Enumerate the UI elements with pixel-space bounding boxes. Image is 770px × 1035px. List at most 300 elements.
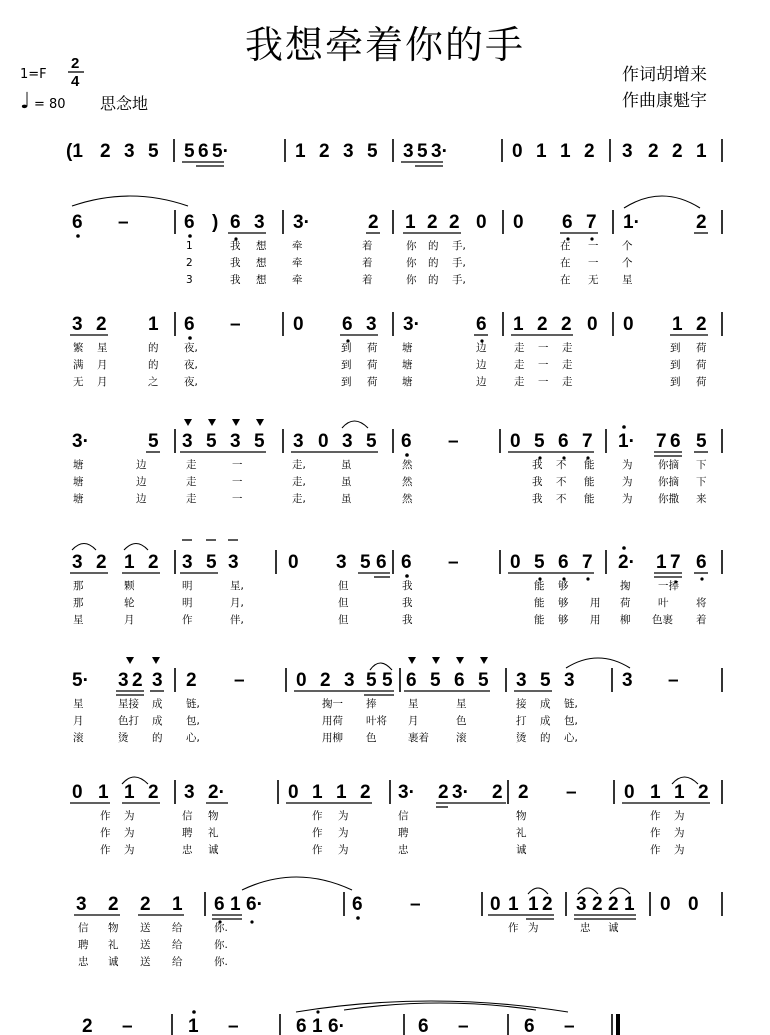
lyric: 夜, bbox=[184, 342, 198, 354]
lyrics-verse-1 bbox=[73, 341, 707, 354]
note: 2 bbox=[561, 314, 572, 335]
accent-mark bbox=[208, 419, 216, 426]
note: 2 bbox=[438, 782, 449, 803]
lyric: 到 bbox=[341, 342, 352, 354]
note: 3 bbox=[366, 314, 377, 335]
note: 6 bbox=[401, 431, 412, 452]
quarter-note-icon: ♩ bbox=[20, 89, 31, 114]
lyric: 的 bbox=[540, 732, 551, 744]
lyric: 虽 bbox=[341, 459, 352, 471]
lyrics-verse-1 bbox=[73, 579, 679, 592]
lyric: 伴, bbox=[230, 614, 244, 626]
note: 1 bbox=[560, 141, 571, 162]
note: 0 bbox=[296, 670, 307, 691]
note: 1 bbox=[405, 212, 416, 233]
high-octave-dot bbox=[192, 1010, 196, 1014]
lyric: 作 bbox=[650, 827, 661, 839]
lyric: 星 bbox=[408, 698, 419, 710]
paren: ) bbox=[212, 212, 219, 233]
dash: – bbox=[458, 1016, 469, 1035]
lyric: 月 bbox=[73, 715, 84, 727]
note: 3 bbox=[230, 431, 241, 452]
lyric: 一 bbox=[538, 342, 549, 354]
note: 2 bbox=[82, 1016, 93, 1035]
lyric: 掬 bbox=[620, 580, 631, 592]
lyric: 在 bbox=[560, 257, 571, 269]
lyric: 星接 bbox=[118, 698, 139, 710]
note: 2 bbox=[584, 141, 595, 162]
lyric: 荷 bbox=[367, 376, 378, 388]
lyric: 不 bbox=[556, 459, 567, 471]
lyric: 链, bbox=[564, 698, 578, 710]
note: 2 bbox=[696, 212, 707, 233]
slur bbox=[124, 544, 148, 551]
note: 1 bbox=[513, 314, 524, 335]
lyric: 作 bbox=[650, 844, 661, 856]
lyrics-verse-1 bbox=[73, 458, 707, 471]
note: 5· bbox=[212, 141, 229, 162]
lyric: 星 bbox=[97, 342, 108, 354]
lyrics-verse-2 bbox=[100, 826, 685, 839]
lyrics-verse-3 bbox=[73, 731, 578, 744]
lyric: 为 bbox=[528, 922, 539, 934]
lyric: 心, bbox=[564, 732, 578, 744]
note: 5 bbox=[148, 141, 159, 162]
lyric: 送 bbox=[140, 956, 151, 968]
note: 2 bbox=[696, 314, 707, 335]
lyric: 烫 bbox=[118, 732, 129, 744]
note: 5 bbox=[534, 552, 545, 573]
note: 2 bbox=[449, 212, 460, 233]
lyric: 塘 bbox=[73, 476, 84, 488]
note: 5 bbox=[148, 431, 159, 452]
lyric: 来 bbox=[696, 493, 707, 505]
lyric: 色 bbox=[366, 732, 377, 744]
note: 3 bbox=[72, 552, 83, 573]
note: 2 bbox=[648, 141, 659, 162]
lyric: 边 bbox=[476, 342, 487, 354]
note: 2 bbox=[698, 782, 709, 803]
note: 2 bbox=[100, 141, 111, 162]
system-9 bbox=[82, 1001, 618, 1035]
composer-credit: 作曲康魁宇 bbox=[622, 91, 707, 111]
lyric: 我 bbox=[402, 580, 413, 592]
note: 6 bbox=[352, 894, 363, 915]
lyric: 塘 bbox=[402, 376, 413, 388]
lyric: 够 bbox=[558, 580, 569, 592]
song-title: 我想牵着你的手 bbox=[244, 23, 526, 67]
lyric: 礼 bbox=[108, 939, 119, 951]
lyric: 诚 bbox=[516, 844, 527, 856]
note: 6 bbox=[558, 431, 569, 452]
note: 3 bbox=[152, 670, 163, 691]
lyric: 给 bbox=[172, 939, 183, 951]
lyric: 信 bbox=[398, 810, 409, 822]
note: 3 bbox=[622, 141, 633, 162]
lyric: 为 bbox=[622, 493, 633, 505]
lyric: 边 bbox=[476, 359, 487, 371]
lyric: 我 bbox=[402, 614, 413, 626]
note: 7 bbox=[670, 552, 681, 573]
lyrics-verse-3 bbox=[100, 843, 685, 856]
note: 2 bbox=[427, 212, 438, 233]
lyric: 荷 bbox=[696, 376, 707, 388]
lyric: 想 bbox=[256, 257, 267, 269]
note: 6 bbox=[198, 141, 209, 162]
tie bbox=[624, 196, 700, 208]
lyric: 色打 bbox=[118, 715, 139, 727]
lyric: 掬一 bbox=[322, 698, 343, 710]
note: 1 bbox=[650, 782, 661, 803]
lyric: 能 bbox=[584, 459, 595, 471]
lyric: 你. bbox=[214, 922, 228, 934]
lyric: 一 bbox=[588, 240, 599, 252]
lyrics-verse-1 bbox=[78, 921, 619, 934]
note: 0 bbox=[688, 894, 699, 915]
note: 2 bbox=[96, 552, 107, 573]
note: 3· bbox=[293, 212, 310, 233]
lyric: 成 bbox=[152, 715, 163, 727]
lyric: 忠 bbox=[78, 956, 89, 968]
lyric: 不 bbox=[556, 493, 567, 505]
note: 6 bbox=[524, 1016, 535, 1035]
high-octave-dot bbox=[316, 1010, 319, 1013]
lyric: 成 bbox=[540, 698, 551, 710]
note: 7 bbox=[582, 552, 593, 573]
lyricist-credit: 作词胡增来 bbox=[622, 65, 707, 85]
lyric: 走, bbox=[292, 493, 306, 505]
note: 3 bbox=[622, 670, 633, 691]
lyric: 在 bbox=[560, 240, 571, 252]
note: 1 bbox=[148, 314, 159, 335]
system-1 bbox=[66, 139, 722, 166]
lyric: 塘 bbox=[402, 342, 413, 354]
note: 3 bbox=[516, 670, 527, 691]
lyric: 然 bbox=[402, 476, 413, 488]
note: 1 bbox=[172, 894, 183, 915]
lyric: 诚 bbox=[108, 956, 119, 968]
note: 3· bbox=[72, 431, 89, 452]
note: 1· bbox=[623, 212, 640, 233]
accent-mark bbox=[432, 657, 440, 664]
note: 1 bbox=[230, 894, 241, 915]
low-octave-dot bbox=[188, 336, 192, 340]
note: 3 bbox=[293, 431, 304, 452]
lyric: 星, bbox=[230, 580, 244, 592]
note: 5 bbox=[382, 670, 393, 691]
note: 0 bbox=[288, 782, 299, 803]
note: 2 bbox=[672, 141, 683, 162]
note: 3 bbox=[228, 552, 239, 573]
note: 3 bbox=[576, 894, 587, 915]
lyric: 物 bbox=[208, 810, 219, 822]
lyric: 但 bbox=[338, 580, 349, 592]
note: 6 bbox=[476, 314, 487, 335]
note: 3 bbox=[403, 141, 414, 162]
note: 7 bbox=[586, 212, 597, 233]
lyric: 为 bbox=[124, 810, 135, 822]
note: 0 bbox=[513, 212, 524, 233]
lyric: 着 bbox=[362, 257, 373, 269]
note: 5 bbox=[478, 670, 489, 691]
lyric: 边 bbox=[136, 493, 147, 505]
lyric: 边 bbox=[476, 376, 487, 388]
lyric: 荷 bbox=[620, 597, 631, 609]
lyric: 作 bbox=[312, 844, 323, 856]
lyric: 柳 bbox=[620, 614, 631, 626]
lyric: 包, bbox=[564, 715, 578, 727]
note: 3· bbox=[403, 314, 420, 335]
lyric: 的 bbox=[152, 732, 163, 744]
lyric: 用柳 bbox=[322, 732, 343, 744]
lyric: 作 bbox=[650, 810, 661, 822]
lyric: 走 bbox=[562, 342, 573, 354]
lyric: 走 bbox=[514, 359, 525, 371]
lyric: 牵 bbox=[292, 274, 303, 286]
lyric: 你 bbox=[406, 257, 417, 269]
lyric: 但 bbox=[338, 597, 349, 609]
note: 3 bbox=[254, 212, 265, 233]
lyric: 的 bbox=[148, 359, 159, 371]
time-signature-numerator: 2 bbox=[71, 55, 80, 72]
note: 1 bbox=[656, 552, 667, 573]
lyric: 到 bbox=[341, 376, 352, 388]
lyric: 诚 bbox=[208, 844, 219, 856]
lyrics-verse-2 bbox=[73, 475, 707, 488]
note: 0 bbox=[318, 431, 329, 452]
lyric: 用荷 bbox=[322, 715, 343, 727]
lyric: 夜, bbox=[184, 376, 198, 388]
lyric: 给 bbox=[172, 922, 183, 934]
accent-mark bbox=[184, 419, 192, 426]
note: 2 bbox=[537, 314, 548, 335]
note: 3 bbox=[336, 552, 347, 573]
lyric: 下 bbox=[696, 459, 707, 471]
lyric: 我 bbox=[230, 257, 241, 269]
lyric: 接 bbox=[516, 698, 527, 710]
low-octave-dot bbox=[188, 234, 192, 238]
note: 1 bbox=[98, 782, 109, 803]
tie bbox=[72, 196, 188, 206]
lyric: 聘 bbox=[78, 939, 89, 951]
lyric: 能 bbox=[584, 493, 595, 505]
note: 6 bbox=[418, 1016, 429, 1035]
lyric: 作 bbox=[312, 810, 323, 822]
lyric: 月 bbox=[97, 376, 108, 388]
lyric: 为 bbox=[338, 827, 349, 839]
note: 3· bbox=[452, 782, 469, 803]
lyric: 塘 bbox=[402, 359, 413, 371]
lyric: 月 bbox=[408, 715, 419, 727]
lyric: 边 bbox=[136, 459, 147, 471]
lyric: 能 bbox=[584, 476, 595, 488]
lyric: 在 bbox=[560, 274, 571, 286]
lyric: 用 bbox=[590, 597, 601, 609]
note: 5· bbox=[72, 670, 89, 691]
note: 0 bbox=[288, 552, 299, 573]
lyric: 我 bbox=[230, 274, 241, 286]
lyric: 你摘 bbox=[658, 476, 679, 488]
lyric: 为 bbox=[124, 844, 135, 856]
note: 0 bbox=[512, 141, 523, 162]
note: 1 bbox=[312, 782, 323, 803]
lyric: 包, bbox=[186, 715, 200, 727]
dash: – bbox=[668, 670, 679, 691]
lyrics-verse-3 bbox=[73, 613, 707, 626]
note: 5 bbox=[184, 141, 195, 162]
note: 2 bbox=[368, 212, 379, 233]
low-octave-dot bbox=[76, 234, 80, 238]
tie bbox=[566, 658, 630, 668]
note: (1 bbox=[66, 141, 83, 162]
lyric: 2 bbox=[186, 257, 193, 269]
accent-mark bbox=[408, 657, 416, 664]
note: 5 bbox=[206, 431, 217, 452]
lyrics-verse-2 bbox=[73, 596, 707, 609]
lyric: 忠 bbox=[182, 844, 193, 856]
lyric: 为 bbox=[674, 827, 685, 839]
note: 2 bbox=[542, 894, 553, 915]
lyric: 你. bbox=[214, 956, 228, 968]
lyric: 你. bbox=[214, 939, 228, 951]
lyric: 的 bbox=[148, 342, 159, 354]
accent-mark bbox=[232, 419, 240, 426]
accent-mark bbox=[256, 419, 264, 426]
accent-mark bbox=[126, 657, 134, 664]
lyric: 为 bbox=[622, 476, 633, 488]
lyric: 色裹 bbox=[652, 614, 673, 626]
lyric: 信 bbox=[182, 810, 193, 822]
note: 1 bbox=[672, 314, 683, 335]
note: 0 bbox=[293, 314, 304, 335]
lyric: 星 bbox=[456, 698, 467, 710]
note: 1 bbox=[188, 1016, 199, 1035]
accent-mark bbox=[152, 657, 160, 664]
note: 0 bbox=[587, 314, 598, 335]
lyric: 我 bbox=[532, 459, 543, 471]
lyric: 成 bbox=[152, 698, 163, 710]
tie bbox=[242, 877, 352, 890]
lyric: 想 bbox=[256, 240, 267, 252]
note: 6 bbox=[376, 552, 387, 573]
lyric: 下 bbox=[696, 476, 707, 488]
lyric: 你 bbox=[406, 274, 417, 286]
lyric: 捧 bbox=[366, 698, 377, 710]
note: 1 bbox=[295, 141, 306, 162]
lyric: 聘 bbox=[398, 827, 409, 839]
lyric: 忠 bbox=[580, 922, 591, 934]
note: 2 bbox=[186, 670, 197, 691]
note: 5 bbox=[366, 670, 377, 691]
note: 2 bbox=[319, 141, 330, 162]
lyric: 那 bbox=[73, 580, 84, 592]
expression-marking: 思念地 bbox=[100, 94, 149, 113]
lyric: 着 bbox=[362, 274, 373, 286]
lyric: 我 bbox=[230, 240, 241, 252]
note: 5 bbox=[534, 431, 545, 452]
note: 6 bbox=[230, 212, 241, 233]
note: 0 bbox=[510, 431, 521, 452]
note: 6 bbox=[696, 552, 707, 573]
lyric: 链, bbox=[186, 698, 200, 710]
lyric: 牵 bbox=[292, 240, 303, 252]
lyric: 塘 bbox=[73, 493, 84, 505]
note: 3· bbox=[398, 782, 415, 803]
note: 0 bbox=[510, 552, 521, 573]
note: 5 bbox=[366, 431, 377, 452]
lyric: 送 bbox=[140, 939, 151, 951]
lyric: 之 bbox=[148, 376, 159, 388]
lyric: 到 bbox=[341, 359, 352, 371]
note: 1 bbox=[336, 782, 347, 803]
lyric: 信 bbox=[78, 922, 89, 934]
lyric: 能 bbox=[534, 580, 545, 592]
lyric: 但 bbox=[338, 614, 349, 626]
lyric: 轮 bbox=[124, 597, 135, 609]
lyrics-verse-2 bbox=[78, 938, 228, 951]
note: 2 bbox=[140, 894, 151, 915]
lyric: 将 bbox=[696, 597, 707, 609]
lyric: 星 bbox=[73, 614, 84, 626]
note: 3 bbox=[72, 314, 83, 335]
dash: – bbox=[228, 1016, 239, 1035]
lyric: 手, bbox=[452, 257, 466, 269]
note: 2 bbox=[492, 782, 503, 803]
lyrics-verse-2 bbox=[73, 358, 707, 371]
note: 6 bbox=[296, 1016, 307, 1035]
lyric: 作 bbox=[508, 922, 519, 934]
note: 1 bbox=[536, 141, 547, 162]
lyric: 的 bbox=[428, 274, 439, 286]
lyric: 裹着 bbox=[408, 732, 429, 744]
note: 3 bbox=[344, 670, 355, 691]
note: 5 bbox=[430, 670, 441, 691]
note: 6 bbox=[184, 314, 195, 335]
lyric: 为 bbox=[338, 844, 349, 856]
lyric: 为 bbox=[674, 810, 685, 822]
lyric: 明 bbox=[182, 597, 193, 609]
lyric: 为 bbox=[622, 459, 633, 471]
lyric: 月 bbox=[124, 614, 135, 626]
lyric: 个 bbox=[622, 240, 633, 252]
lyric: 一 bbox=[538, 376, 549, 388]
lyrics-verse-1 bbox=[186, 239, 633, 252]
low-octave-dot bbox=[586, 577, 589, 580]
note: 7 bbox=[656, 431, 667, 452]
system-8 bbox=[74, 877, 722, 968]
note: 6 bbox=[401, 552, 412, 573]
dash: – bbox=[566, 782, 577, 803]
lyric: 到 bbox=[670, 342, 681, 354]
lyric: 色 bbox=[456, 715, 467, 727]
lyric: 一捧 bbox=[658, 580, 679, 592]
lyric: 走, bbox=[292, 459, 306, 471]
lyric: 个 bbox=[622, 257, 633, 269]
low-octave-dot bbox=[700, 577, 703, 580]
lyric: 用 bbox=[590, 614, 601, 626]
lyric: 星 bbox=[622, 274, 633, 286]
lyric: 我 bbox=[532, 476, 543, 488]
lyric: 想 bbox=[256, 274, 267, 286]
lyric: 烫 bbox=[516, 732, 527, 744]
note: 2 bbox=[360, 782, 371, 803]
low-octave-dot bbox=[405, 453, 409, 457]
note: 0 bbox=[490, 894, 501, 915]
lyrics-verse-1 bbox=[73, 697, 578, 710]
note: 6 bbox=[670, 431, 681, 452]
lyrics-verse-3 bbox=[78, 955, 228, 968]
lyric: 月, bbox=[230, 597, 244, 609]
